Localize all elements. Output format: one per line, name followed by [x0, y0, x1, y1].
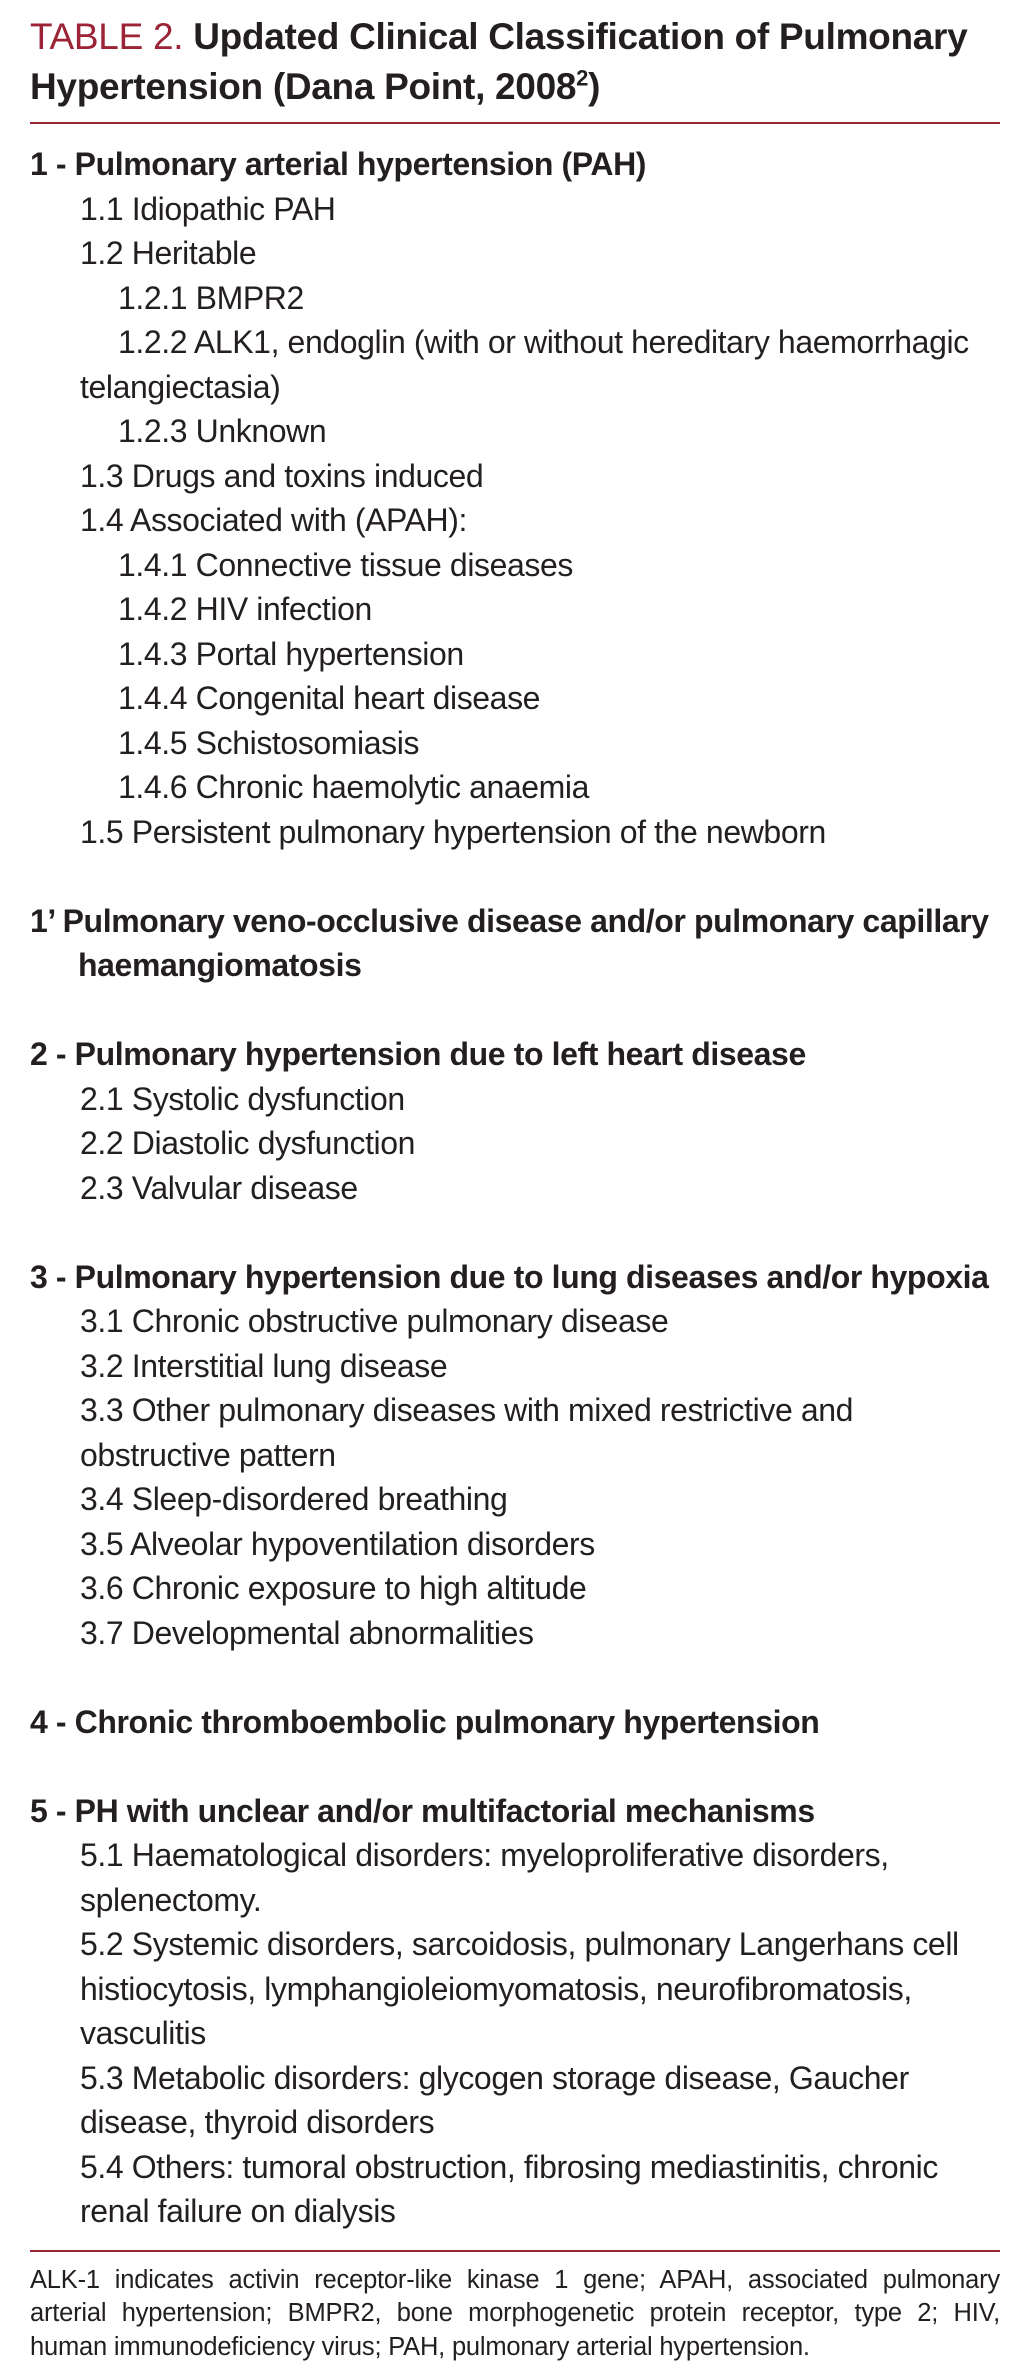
list-item: 3.5 Alveolar hypoventilation disorders: [80, 1525, 595, 1562]
list-item: 3.6 Chronic exposure to high altitude: [80, 1570, 587, 1606]
list-item: 1.3 Drugs and toxins induced: [80, 457, 484, 494]
list-item: 3.3 Other pulmonary diseases with mixed restrictive and obstructive pattern: [80, 1392, 854, 1473]
list-item: 2.3 Valvular disease: [80, 1169, 358, 1206]
list-item: 1.4.2 HIV infection: [118, 591, 372, 627]
group-2: [30, 1032, 1001, 1210]
table-title-end: ): [588, 66, 601, 107]
classification-list: [30, 142, 1001, 2234]
list-item: 1.2 Heritable: [80, 235, 257, 271]
list-item: 1.4.3 Portal hypertension: [118, 635, 464, 672]
group-heading: 1’ Pulmonary veno-occlusive disease and/or pulmonary capillary haemangiomatosis: [30, 902, 989, 983]
group-heading: 5 - PH with unclear and/or multifactorial mechanisms: [30, 1792, 815, 1829]
list-item: 3.7 Developmental abnormalities: [80, 1614, 534, 1651]
list-item: 5.3 Metabolic disorders: glycogen storage disease, Gaucher disease, thyroid disorders: [80, 2059, 909, 2140]
list-item: 5.4 Others: tumoral obstruction, fibrosing mediastinitis, chronic renal failure on dialysis: [80, 2148, 938, 2229]
list-item: 1.4.4 Congenital heart disease: [118, 680, 541, 716]
list-item: 1.4.5 Schistosomiasis: [118, 724, 420, 761]
group-5: [30, 1789, 1001, 2234]
list-item: 3.4 Sleep-disordered breathing: [80, 1481, 508, 1517]
group-heading: 3 - Pulmonary hypertension due to lung diseases and/or hypoxia: [30, 1258, 989, 1295]
group-heading: 1 - Pulmonary arterial hypertension (PAH): [30, 146, 647, 182]
list-item: 3.1 Chronic obstructive pulmonary disease: [80, 1303, 669, 1339]
table-title-reference: 2: [576, 65, 589, 91]
list-item: 5.2 Systemic disorders, sarcoidosis, pulmonary Langerhans cell histiocytosis, lymphangioleiomyomatosis, neurofibromatosis, vasculitis: [80, 1926, 959, 2051]
list-item: 1.5 Persistent pulmonary hypertension of the newborn: [80, 813, 826, 850]
list-item: 1.4.1 Connective tissue diseases: [118, 546, 574, 583]
group-3: [30, 1255, 1001, 1656]
footnote-divider: [30, 2250, 1000, 2252]
group-4: [30, 1700, 1001, 1745]
list-item: 1.2.3 Unknown: [118, 413, 327, 449]
table-title-main: Updated Clinical Classification of Pulmonary Hypertension (Dana Point, 2008: [30, 16, 968, 107]
group-1-prime: [30, 899, 1001, 988]
group-1: [30, 142, 1001, 854]
list-item: 3.2 Interstitial lung disease: [80, 1347, 448, 1384]
list-item: 2.2 Diastolic dysfunction: [80, 1125, 416, 1161]
list-item: 1.2.1 BMPR2: [118, 279, 304, 316]
table-label: TABLE 2.: [30, 16, 184, 57]
list-item: 1.2.2 ALK1, endoglin (with or without hereditary haemorrhagic telangiectasia): [80, 324, 969, 405]
table-footnote: ALK-1 indicates activin receptor-like kinase 1 gene; APAH, associated pulmonary arterial hypertension; BMPR2, bone morphogenetic protein receptor, type 2; HIV, human immunodeficiency virus; PAH, pulmonary arterial hypertension.: [30, 2265, 1000, 2361]
list-item: 1.4 Associated with (APAH):: [80, 502, 467, 538]
title-divider: [30, 122, 1000, 124]
list-item: 1.4.6 Chronic haemolytic anaemia: [118, 769, 590, 805]
group-heading: 2 - Pulmonary hypertension due to left heart disease: [30, 1036, 806, 1072]
group-heading: 4 - Chronic thromboembolic pulmonary hypertension: [30, 1703, 820, 1740]
table-title: [30, 12, 1001, 112]
list-item: 2.1 Systolic dysfunction: [80, 1080, 405, 1117]
list-item: 1.1 Idiopathic PAH: [80, 190, 336, 227]
list-item: 5.1 Haematological disorders: myeloproliferative disorders, splenectomy.: [80, 1837, 889, 1918]
